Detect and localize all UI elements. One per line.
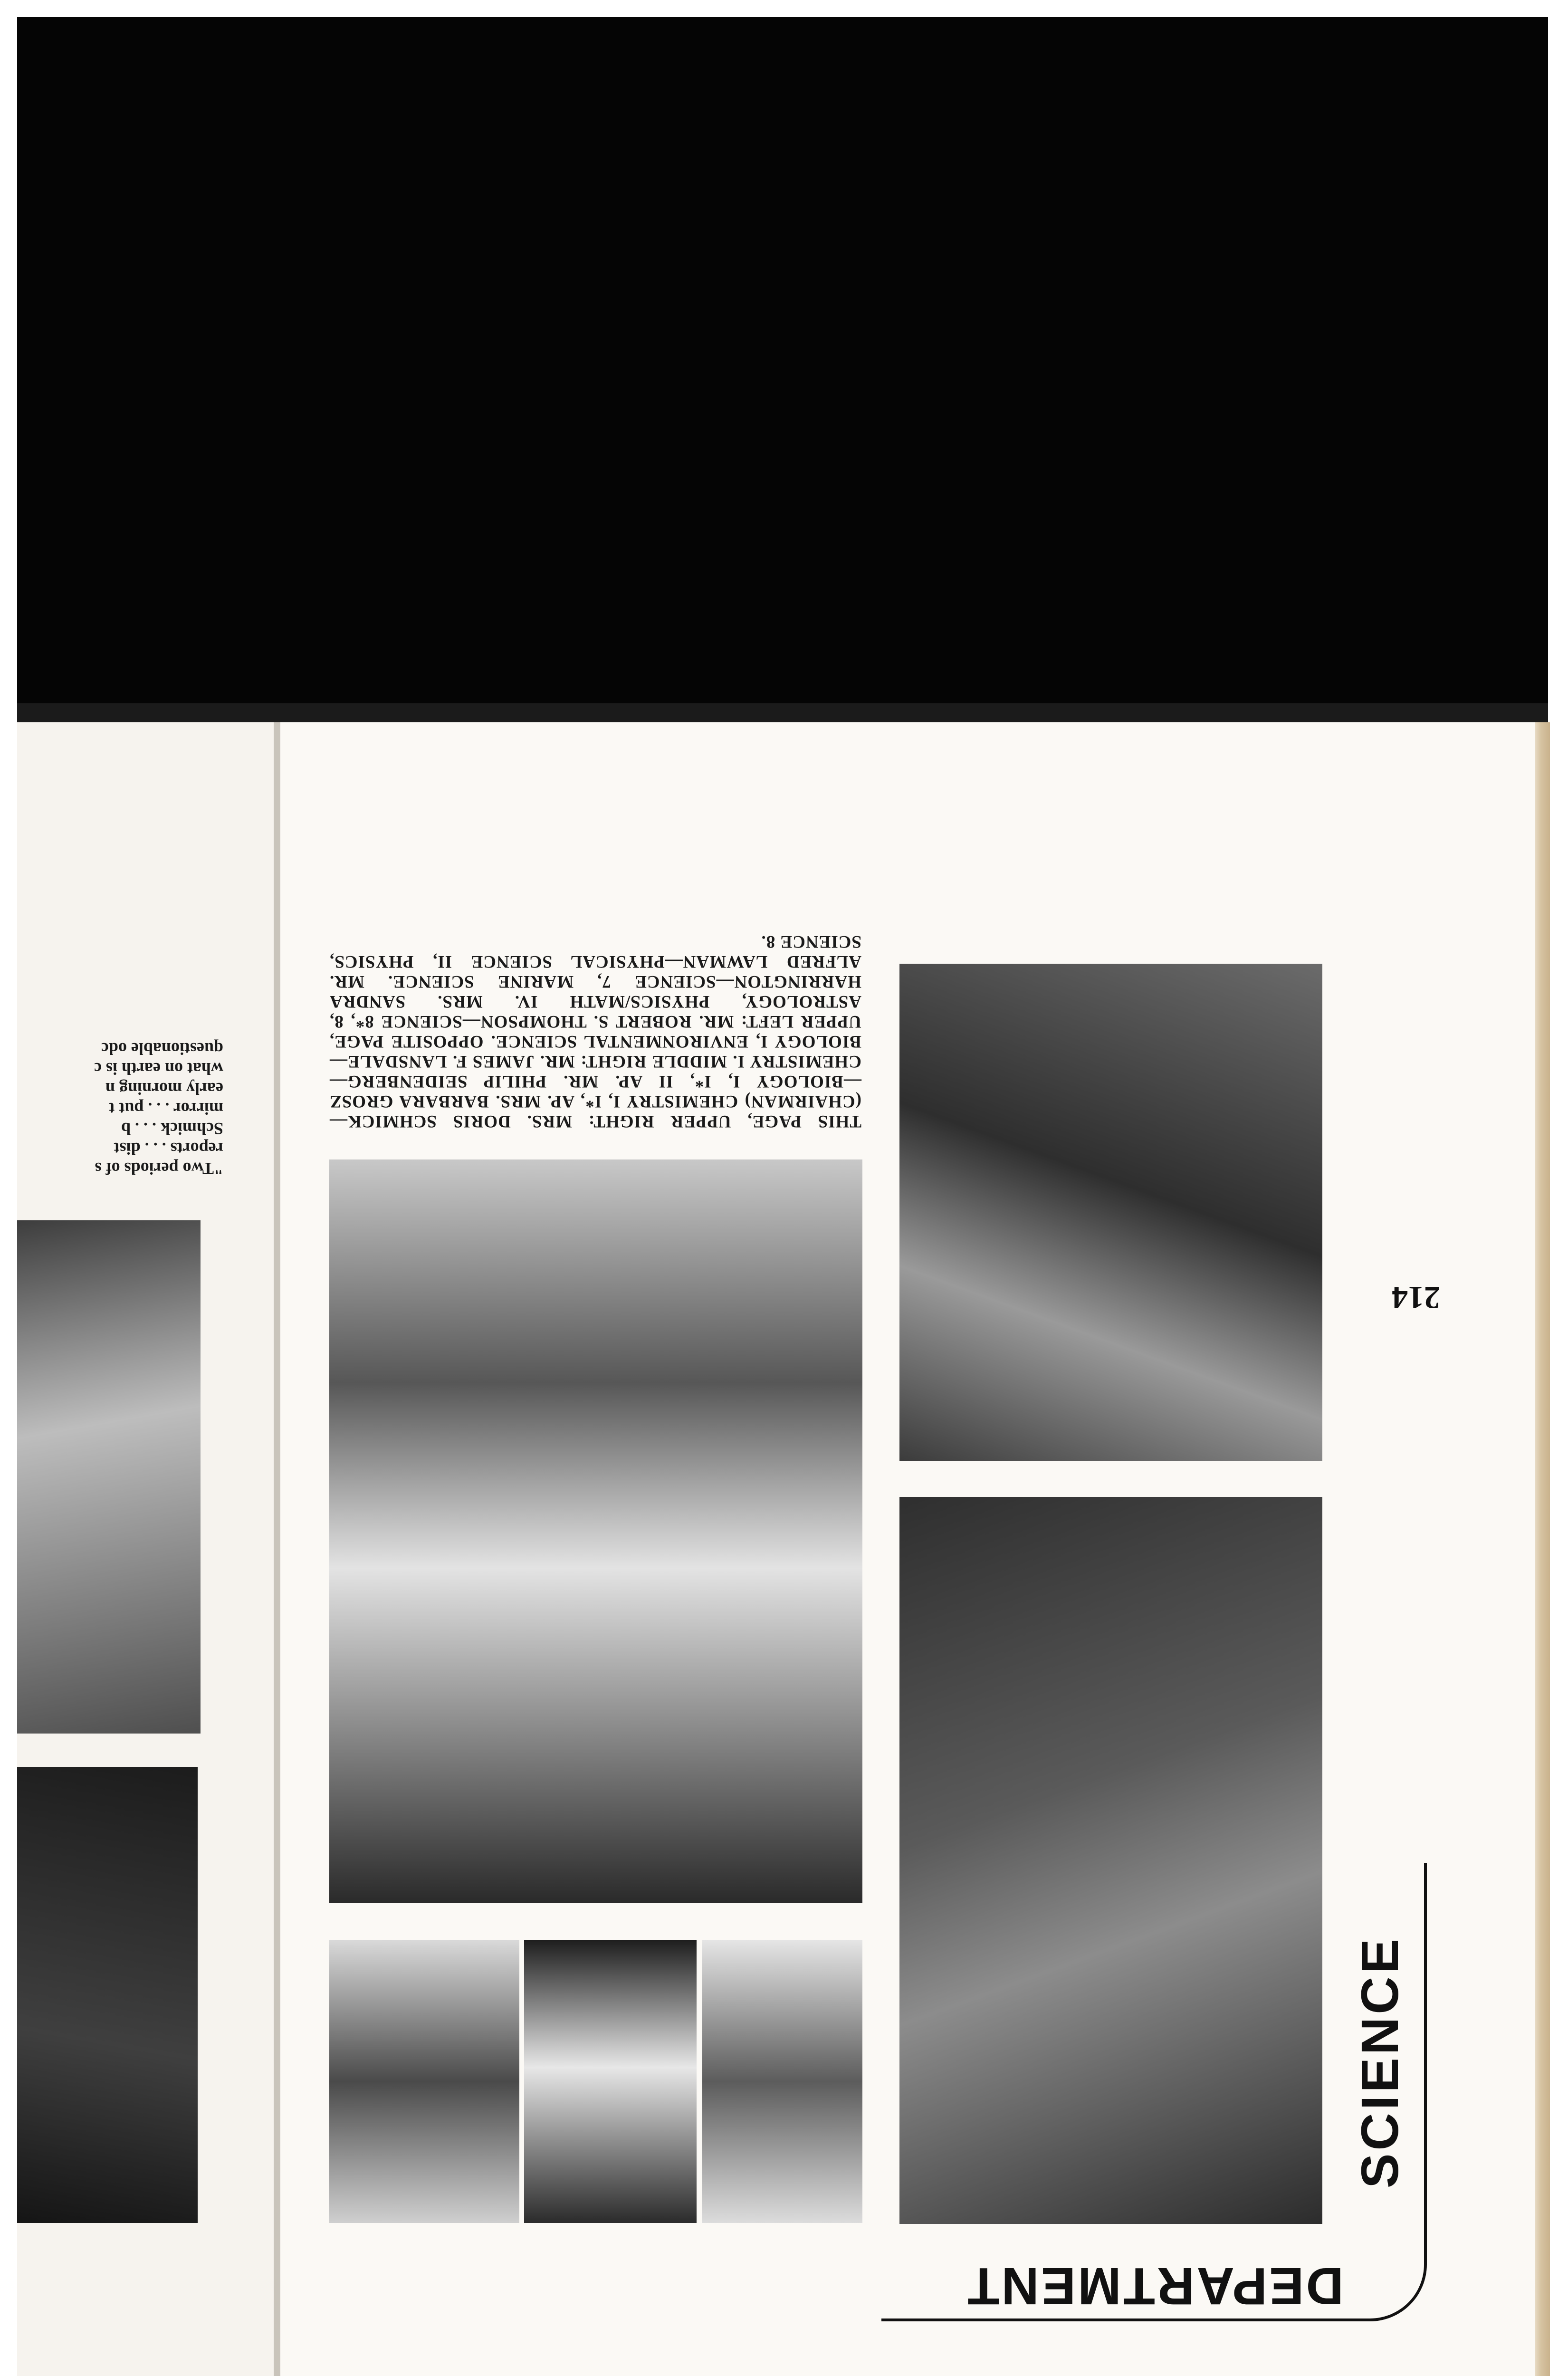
photo-left-page-upper (17, 1220, 201, 1734)
faculty-caption: THIS PAGE, UPPER RIGHT: MRS. DORIS SCHMICK—(CHAIRMAN) CHEMISTRY I, I*, AP. MRS. BARBARA GROSZ—BIOLOGY I, I*, II AP. MR. PHILIP SEIDENBERG—CHEMISTRY I. MIDDLE RIGHT: MR. JAMES F. LANSDALE—BIOLOGY I, ENVIRONMENTAL SCIENCE. OPPOSITE PAGE, UPPER LEFT: MR. ROBERT S. THOMPSON—SCIENCE 8*, 8, ASTROLOGY, PHYSICS/MATH IV. MRS. SANDRA HARRINGTON—SCIENCE 7, MARINE SCIENCE. MR. ALFRED LAWMAN—PHYSICAL SCIENCE II, PHYSICS, SCIENCE 8. (329, 932, 861, 1131)
book-cover-edge (17, 703, 1548, 722)
photo-left-page-lower (17, 1767, 198, 2223)
photo-portrait-1 (329, 1940, 519, 2223)
photo-teacher-at-desk (899, 964, 1322, 1461)
header-science: SCIENCE (1351, 1936, 1409, 2189)
dark-scan-area (17, 17, 1548, 724)
photo-teacher-center (329, 1159, 862, 1903)
photo-portrait-3 (702, 1940, 862, 2223)
book-gutter (274, 722, 280, 2376)
pull-quote: "Two periods of s reports . . . dist Schmick . . . b mirror . . . put t early morning n what on earth is c questionable odc (94, 1039, 223, 1178)
page-number: 214 (1392, 1280, 1440, 1316)
department-header (881, 1863, 1427, 2321)
photo-portrait-2 (524, 1940, 697, 2223)
page-edge (1535, 722, 1550, 2376)
header-department: DEPARTMENT (966, 2257, 1344, 2315)
